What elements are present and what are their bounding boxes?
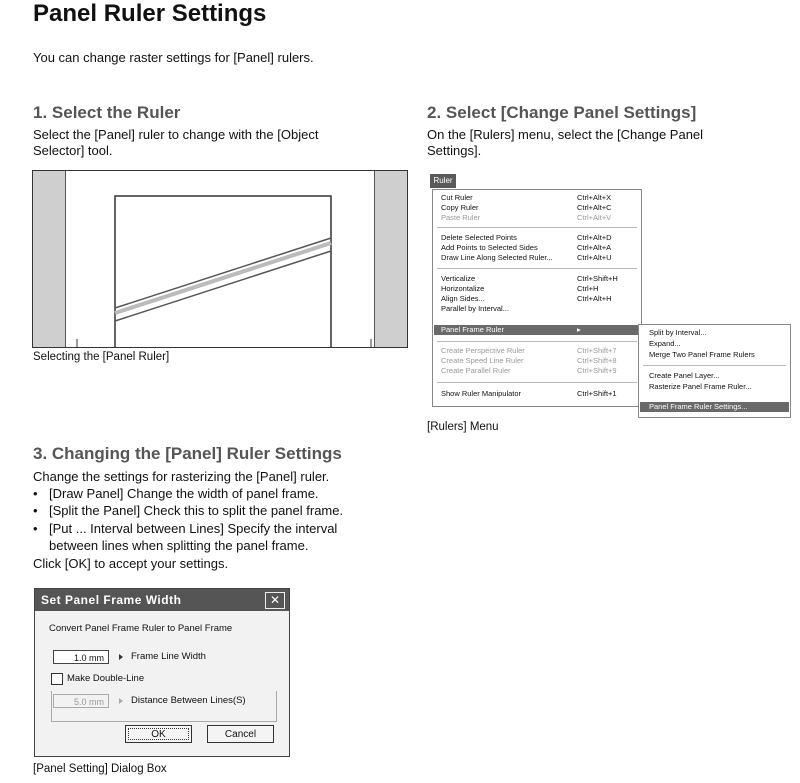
menu-item-shortcut: Ctrl+Shift+7 (577, 346, 617, 355)
menu-item-label: Create Speed Line Ruler (441, 356, 524, 365)
menu-item-panel-frame-ruler[interactable] (434, 325, 640, 335)
step1-heading: 1. Select the Ruler (33, 103, 181, 122)
step1-line2: Selector] tool. (33, 143, 113, 158)
menu-item-label: Create Perspective Ruler (441, 346, 525, 355)
menu-item-show-ruler-manipulator[interactable] (441, 389, 637, 399)
panel-frame-ruler-submenu (638, 324, 791, 418)
menu-item-label: Delete Selected Points (441, 233, 517, 242)
step2-line1: On the [Rulers] menu, select the [Change Panel (427, 127, 704, 142)
step3-bullet2 (33, 503, 343, 519)
menu-item-label: Paste Ruler (441, 213, 481, 222)
menu-item-shortcut: Ctrl+H (577, 284, 599, 293)
menu-separator (437, 341, 637, 342)
bullet-text: [Put ... Interval between Lines] Specify the interval (49, 521, 338, 536)
submenu-item-expand[interactable]: Expand... (649, 339, 681, 348)
menu-item-parallel-by-interval[interactable] (441, 304, 637, 314)
menu-item-paste-ruler[interactable] (441, 213, 637, 223)
distance-between-lines-input[interactable]: 5.0 mm (53, 694, 109, 708)
menu-item-label: Horizontalize (441, 284, 485, 293)
menu-item-shortcut: Ctrl+Shift+H (577, 274, 618, 283)
menu-item-add-points[interactable] (441, 243, 637, 253)
menu-item-copy-ruler[interactable] (441, 203, 637, 213)
panel-ruler-drawing (33, 171, 407, 347)
distance-between-lines-label: Distance Between Lines(S) (131, 695, 246, 706)
step2-heading: 2. Select [Change Panel Settings] (427, 103, 697, 122)
step3-bullet1 (33, 486, 319, 502)
submenu-item-create-panel-layer[interactable]: Create Panel Layer... (649, 371, 720, 380)
step3-caption: [Panel Setting] Dialog Box (33, 763, 167, 775)
step3-line1: Change the settings for rasterizing the [Panel] ruler. (33, 469, 330, 484)
menu-item-shortcut: Ctrl+Alt+D (577, 233, 612, 242)
menu-item-label: Copy Ruler (441, 203, 479, 212)
menu-item-label: Draw Line Along Selected Ruler... (441, 253, 553, 262)
step3-heading: 3. Changing the [Panel] Ruler Settings (33, 444, 342, 463)
submenu-arrow-icon: ▸ (577, 325, 581, 334)
menu-separator (437, 227, 637, 228)
menu-item-perspective-ruler[interactable] (441, 346, 637, 356)
frame-line-width-label: Frame Line Width (131, 651, 206, 662)
submenu-item-rasterize[interactable]: Rasterize Panel Frame Ruler... (649, 382, 752, 391)
step1-caption: Selecting the [Panel Ruler] (33, 351, 170, 363)
menu-separator (437, 382, 637, 383)
menu-item-shortcut: Ctrl+Shift+9 (577, 366, 617, 375)
menu-item-shortcut: Ctrl+Alt+X (577, 193, 612, 202)
ruler-menu-title[interactable]: Ruler (430, 174, 456, 188)
step2-line2: Settings]. (427, 143, 482, 158)
menu-separator (643, 365, 786, 366)
bullet-icon: • (33, 521, 38, 536)
menu-item-draw-line[interactable] (441, 253, 637, 263)
menu-item-shortcut: Ctrl+Shift+8 (577, 356, 617, 365)
set-panel-frame-width-dialog (34, 588, 290, 757)
step3-bullet3 (33, 521, 337, 537)
ruler-menu (432, 189, 642, 407)
menu-item-label: Show Ruler Manipulator (441, 389, 522, 398)
intro-text: You can change raster settings for [Panel] rulers. (33, 50, 314, 65)
menu-item-horizontalize[interactable] (441, 284, 637, 294)
submenu-item-panel-frame-ruler-settings[interactable]: Panel Frame Ruler Settings... (640, 402, 789, 412)
menu-item-shortcut: Ctrl+Alt+H (577, 294, 612, 303)
menu-item-shortcut: Ctrl+Alt+V (577, 213, 612, 222)
menu-item-label: Cut Ruler (441, 193, 473, 202)
menu-item-delete-selected-points[interactable] (441, 233, 637, 243)
menu-item-label: Verticalize (441, 274, 476, 283)
menu-item-cut-ruler[interactable] (441, 193, 637, 203)
make-double-line-label: Make Double-Line (67, 673, 145, 684)
bullet-text: [Draw Panel] Change the width of panel frame. (49, 486, 319, 501)
menu-item-speed-line-ruler[interactable] (441, 356, 637, 366)
step3-bullet3-cont: between lines when splitting the panel frame. (49, 538, 309, 553)
menu-item-shortcut: Ctrl+Alt+U (577, 253, 612, 262)
bullet-icon: • (33, 503, 38, 518)
menu-item-parallel-ruler[interactable] (441, 366, 637, 376)
menu-item-label: Align Sides... (441, 294, 485, 303)
menu-item-verticalize[interactable] (441, 274, 637, 284)
bullet-icon: • (33, 486, 38, 501)
close-icon[interactable]: ✕ (265, 592, 285, 609)
menu-item-align-sides[interactable] (441, 294, 637, 304)
menu-item-shortcut: Ctrl+Shift+1 (577, 389, 617, 398)
arrow-icon (119, 698, 123, 704)
menu-item-shortcut: Ctrl+Alt+A (577, 243, 612, 252)
make-double-line-checkbox[interactable] (51, 673, 63, 685)
ok-button[interactable]: OK (125, 725, 192, 743)
dialog-section-label: Convert Panel Frame Ruler to Panel Frame (49, 623, 233, 634)
frame-line-width-input[interactable]: 1.0 mm (53, 650, 109, 664)
submenu-item-merge[interactable]: Merge Two Panel Frame Rulers (649, 350, 755, 359)
cancel-button[interactable]: Cancel (207, 725, 274, 743)
menu-item-shortcut: Ctrl+Alt+C (577, 203, 612, 212)
dialog-title: Set Panel Frame Width (35, 589, 289, 611)
menu-item-label: Create Parallel Ruler (441, 366, 511, 375)
menu-separator (437, 268, 637, 269)
menu-item-label: Panel Frame Ruler (441, 325, 504, 334)
menu-item-label: Parallel by Interval... (441, 304, 509, 313)
arrow-icon (119, 654, 123, 660)
page-title: Panel Ruler Settings (33, 0, 267, 27)
menu-item-label: Add Points to Selected Sides (441, 243, 538, 252)
panel-ruler-figure (32, 170, 408, 348)
submenu-item-split-by-interval[interactable]: Split by Interval... (649, 328, 707, 337)
step3-last-line: Click [OK] to accept your settings. (33, 556, 229, 571)
step1-line1: Select the [Panel] ruler to change with the [Object (33, 127, 319, 142)
bullet-text: [Split the Panel] Check this to split the panel frame. (49, 503, 344, 518)
step2-caption: [Rulers] Menu (427, 421, 499, 433)
